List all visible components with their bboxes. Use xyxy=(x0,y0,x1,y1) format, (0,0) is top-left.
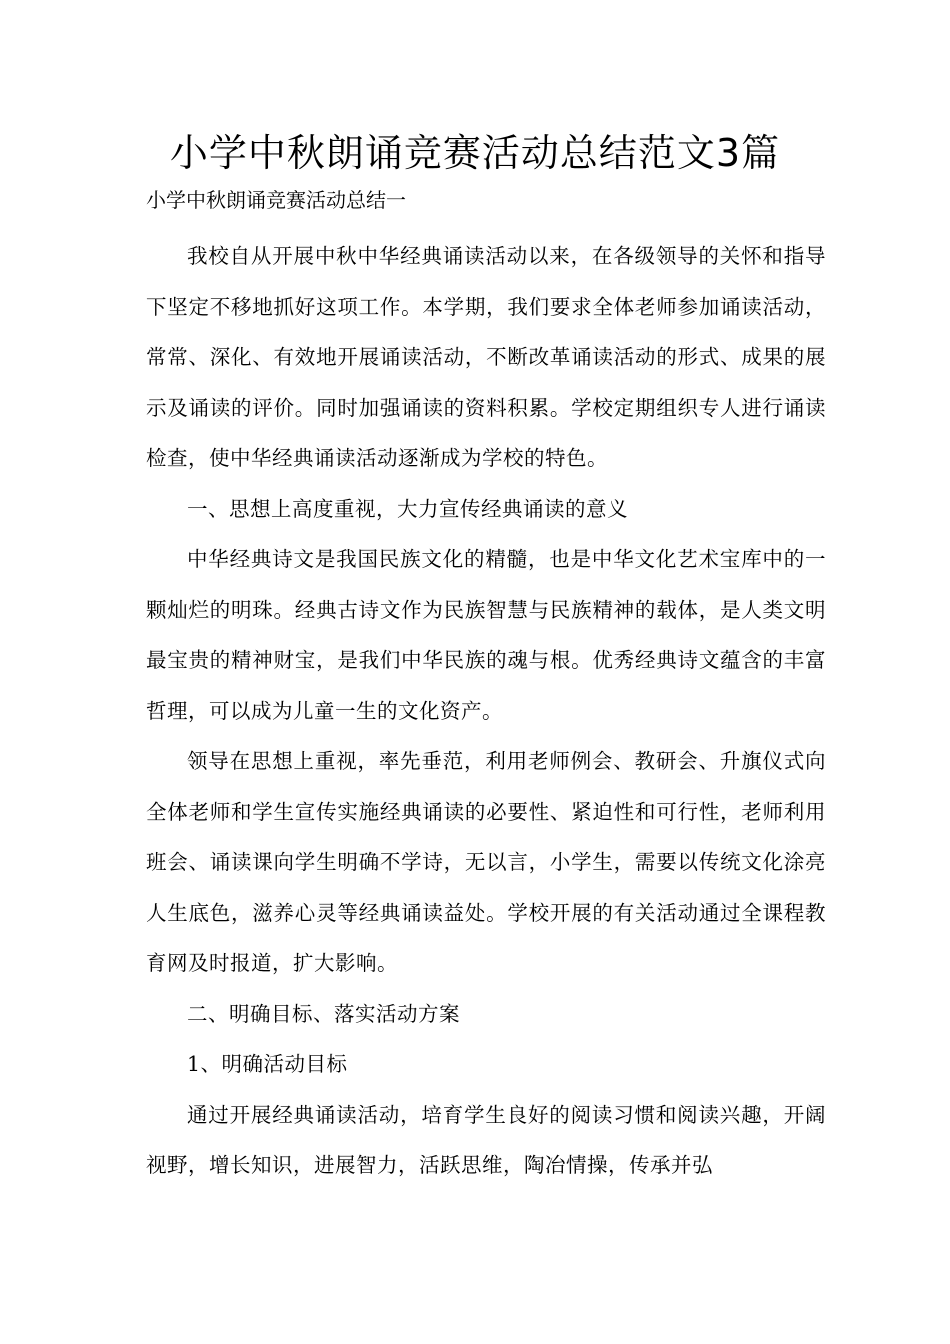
section-title: 小学中秋朗诵竞赛活动总结一 xyxy=(146,188,406,212)
heading-subsection-1: 1、明确活动目标 xyxy=(187,1052,348,1076)
document-body xyxy=(146,231,826,1191)
paragraph-classics: 中华经典诗文是我国民族文化的精髓，也是中华文化艺术宝库中的一颗灿烂的明珠。经典古诗文作为民族智慧与民族精神的载体，是人类文明最宝贵的精神财宝，是我们中华民族的魂与根。优秀经典诗文蕴含的丰富哲理，可以成为儿童一生的文化资产。 xyxy=(146,547,826,723)
paragraph-intro: 我校自从开展中秋中华经典诵读活动以来，在各级领导的关怀和指导下坚定不移地抓好这项工作。本学期，我们要求全体老师参加诵读活动，常常、深化、有效地开展诵读活动，不断改革诵读活动的形式、成果的展示及诵读的评价。同时加强诵读的资料积累。学校定期组织专人进行诵读检查，使中华经典诵读活动逐渐成为学校的特色。 xyxy=(146,244,826,470)
heading-section-2: 二、明确目标、落实活动方案 xyxy=(187,1001,460,1026)
paragraph-goals: 通过开展经典诵读活动，培育学生良好的阅读习惯和阅读兴趣，开阔视野，增长知识，进展智力，活跃思维，陶冶情操，传承并弘 xyxy=(146,1102,826,1177)
document-title: 小学中秋朗诵竞赛活动总结范文3篇 xyxy=(169,131,781,175)
paragraph-leadership: 领导在思想上重视，率先垂范，利用老师例会、教研会、升旗仪式向全体老师和学生宣传实施经典诵读的必要性、紧迫性和可行性，老师利用班会、诵读课向学生明确不学诗，无以言，小学生，需要以传统文化涂亮人生底色，滋养心灵等经典诵读益处。学校开展的有关活动通过全课程教育网及时报道，扩大影响。 xyxy=(146,749,826,975)
heading-section-1: 一、思想上高度重视，大力宣传经典诵读的意义 xyxy=(187,496,628,521)
